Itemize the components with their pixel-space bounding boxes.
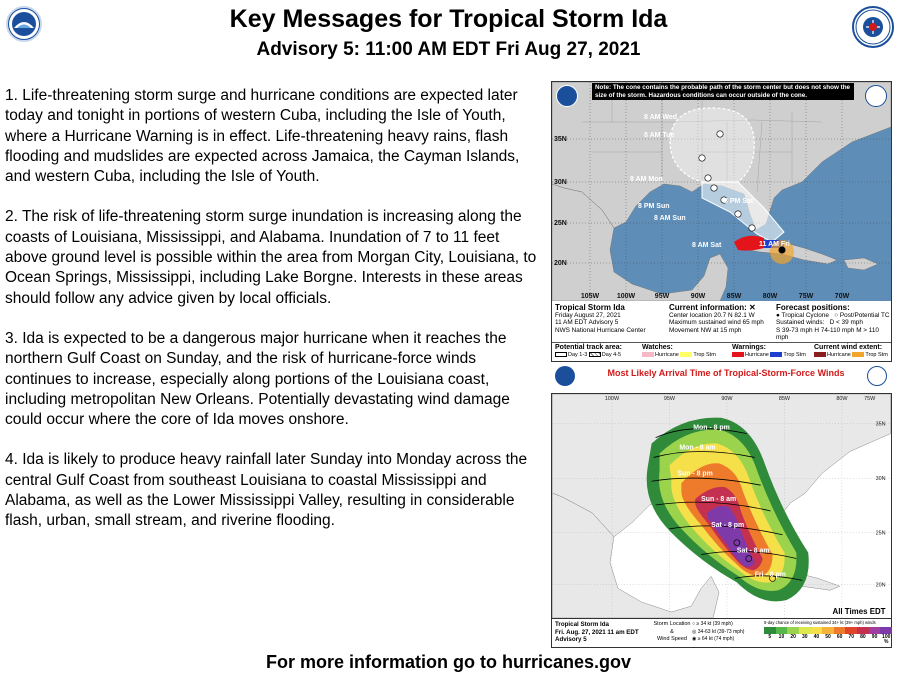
key-message-3: 3. Ida is expected to be a dangerous major hurricane when it reaches the northern Gulf Coast on Sunday, and the risk of hurricane-force winds continues to increase, especially along portions of the Louisiana coast, including metropolitan New Orleans. Potentially devastating wind damage could occur where the core of Ida moves onshore. xyxy=(5,329,510,429)
chance-swatch xyxy=(834,627,846,634)
arrival-loc-labels xyxy=(652,621,692,644)
track-label-8am-sat: 8 AM Sat xyxy=(692,242,722,249)
arrival-noaa-logo xyxy=(555,366,575,386)
hurricane-extent-swatch xyxy=(814,352,826,357)
legend-wind-extent: Current wind extent: xyxy=(814,344,883,351)
time-label-fri-8pm: Fri - 8 pm xyxy=(754,571,786,579)
arrival-wind-legend xyxy=(692,621,762,644)
legend-warning-swatches xyxy=(732,352,806,359)
cone-day45 xyxy=(670,108,754,182)
lon-label-80w: 80W xyxy=(762,293,778,300)
chance-value-label: 70 xyxy=(848,634,855,640)
arr-lon-75w: 75W xyxy=(864,395,876,402)
arrival-chance-legend xyxy=(764,620,892,645)
cone-note: Note: The cone contains the probable path of the storm center but does not show the size of the storm. Hazardous conditions can occur outside of the cone. xyxy=(592,83,854,100)
chance-swatch xyxy=(764,627,776,634)
legend-trop-watch: Trop Stm xyxy=(693,352,716,358)
chance-value-label: 90 xyxy=(871,634,878,640)
chance-swatch xyxy=(787,627,799,634)
legend-wind-speed: Wind Speed xyxy=(657,636,687,642)
lon-label-75w: 75W xyxy=(798,293,814,300)
forecast-positions-heading: Forecast positions: xyxy=(776,303,850,312)
track-label-11am-fri: 11 AM Fri xyxy=(759,241,790,248)
lon-label-100w: 100W xyxy=(616,293,636,300)
key-message-4: 4. Ida is likely to produce heavy rainfall later Sunday into Monday across the central Gulf Coast from southeast Louisiana to coastal Mississippi and Alabama, as well as the Lower Mississippi Valley, resulting in considerable flash, urban, small stream, and riverine flooding. xyxy=(5,451,528,530)
lon-label-70w: 70W xyxy=(834,293,850,300)
arrival-nws-logo xyxy=(867,366,887,386)
arr-lat-35n: 35N xyxy=(875,421,886,428)
arrival-storm-block xyxy=(555,621,655,644)
arrival-map xyxy=(551,393,892,619)
chance-swatch xyxy=(857,627,869,634)
lat-label-20n: 20N xyxy=(554,260,567,267)
legend-hurricane-warning: Hurricane xyxy=(745,352,769,358)
lon-label-95w: 95W xyxy=(654,293,670,300)
legend-watches: Watches: xyxy=(642,344,673,351)
forecast-h: H 74-110 mph xyxy=(814,326,855,334)
cone-graphic xyxy=(551,81,892,362)
chance-value-label: 10 xyxy=(778,634,785,640)
key-messages xyxy=(5,86,545,552)
arr-lat-20n: 20N xyxy=(875,582,886,589)
chance-value-label: 30 xyxy=(801,634,808,640)
arrival-graphic xyxy=(551,364,892,648)
post-tc-icon: ○ xyxy=(834,312,839,319)
day13-swatch xyxy=(555,352,567,357)
legend-day13: Day 1-3 xyxy=(568,352,588,358)
time-label-sat-8am: Sat - 8 am xyxy=(736,547,770,555)
current-winds: Maximum sustained wind 65 mph xyxy=(669,319,764,327)
cone-storm-advisory: 11 AM EDT Advisory 5 xyxy=(555,319,619,327)
forecast-sustained: Sustained winds: xyxy=(776,319,825,327)
cone-map xyxy=(552,82,891,301)
legend-trop-warning: Trop Stm xyxy=(783,352,806,358)
legend-days xyxy=(555,352,621,359)
track-label-8pm-sat: 8 PM Sat xyxy=(724,198,754,205)
forecast-post: Post/Potential TC xyxy=(839,312,890,319)
chance-value-label: 50 xyxy=(825,634,831,640)
legend-hurricane-extent: Hurricane xyxy=(827,352,851,358)
arr-lat-25n: 25N xyxy=(875,530,886,537)
forecast-m: M > 110 mph xyxy=(776,326,879,342)
tropical-cyclone-icon: ● xyxy=(776,312,780,319)
track-label-tue: 8 AM Tue xyxy=(644,132,675,139)
chance-swatch xyxy=(869,627,881,634)
arrival-title: Most Likely Arrival Time of Tropical-Storm-Force Winds xyxy=(607,368,845,378)
chance-swatch xyxy=(822,627,834,634)
key-message-1: 1. Life-threatening storm surge and hurricane conditions are expected later today and tonight in portions of western Cuba, including the Isle of Youth, where a Hurricane Warning is in effect. Life-threatening heavy rains, flash flooding and mudslides are expected across Jamaica, the Cayman Islands, and western Cuba, including the Isle of Youth. xyxy=(5,87,520,186)
trop-watch-swatch xyxy=(680,352,692,357)
forecast-d: D < 39 mph xyxy=(829,319,863,327)
legend-w64: ≥ 64 kt (74 mph) xyxy=(697,636,735,642)
arrival-storm-name: Tropical Storm Ida xyxy=(555,621,609,628)
w34-icon: ○ xyxy=(692,621,696,627)
chance-title: 5-day chance of receiving sustained 34+ kt (39+ mph) winds xyxy=(764,620,876,625)
chance-swatch xyxy=(880,627,892,634)
current-info-heading: Current information: xyxy=(669,303,747,312)
cone-noaa-logo xyxy=(556,85,578,107)
cone-current-block xyxy=(669,303,774,334)
track-label-8pm-sun: 8 PM Sun xyxy=(638,203,670,210)
chance-value-label: 20 xyxy=(790,634,796,640)
legend-extent-swatches xyxy=(814,352,888,359)
day45-swatch xyxy=(589,352,601,357)
key-message-2: 2. The risk of life-threatening storm surge inundation is increasing along the coasts of Louisiana, Mississippi, and Alabama. Inundation of 7 to 11 feet above ground level is possible within the area from Morgan City, Louisiana, to Ocean Springs, Mississippi, including Lake Borgne. Interests in these areas should follow any advice given by local officials. xyxy=(5,208,537,307)
current-location: Center location 20.7 N 82.1 W xyxy=(669,312,755,319)
cone-legend xyxy=(552,342,891,361)
time-label-sat-8pm: Sat - 8 pm xyxy=(711,521,745,529)
arr-lat-30n: 30N xyxy=(875,476,886,483)
lat-label-35n: 35N xyxy=(554,136,567,143)
chance-value-label: 5 xyxy=(768,634,772,640)
legend-storm-location: Storm Location xyxy=(653,621,691,627)
lat-label-25n: 25N xyxy=(554,220,567,227)
time-label-mon-8pm: Mon - 8 pm xyxy=(693,424,730,432)
nws-logo-icon xyxy=(854,8,892,46)
hurricane-warning-swatch xyxy=(732,352,744,357)
cone-storm-center: NWS National Hurricane Center xyxy=(555,326,646,334)
legend-w34: ≥ 34 kt (39 mph) xyxy=(696,621,733,627)
time-label-mon-8am: Mon - 8 am xyxy=(679,444,716,452)
arr-lon-90w: 90W xyxy=(721,395,733,402)
nws-logo xyxy=(852,6,894,48)
chance-swatch xyxy=(811,627,823,634)
chance-value-label: 40 xyxy=(813,634,820,640)
current-x-icon: ✕ xyxy=(749,303,756,312)
legend-w50: 34-63 kt (39-73 mph) xyxy=(697,628,745,635)
chance-swatch xyxy=(845,627,857,634)
cone-storm-name: Tropical Storm Ida xyxy=(555,303,625,312)
lon-label-90w: 90W xyxy=(690,293,706,300)
lon-label-85w: 85W xyxy=(726,293,742,300)
chance-value-label: 100 % xyxy=(882,634,891,645)
time-label-sun-8pm: Sun - 8 pm xyxy=(677,470,713,478)
chance-swatch xyxy=(776,627,788,634)
track-label-wed: 8 AM Wed xyxy=(644,114,678,121)
w64-icon: ◉ xyxy=(692,636,697,642)
cone-info-panel xyxy=(552,301,891,361)
track-label-mon: 8 AM Mon xyxy=(630,176,663,183)
legend-trop-extent: Trop Stm xyxy=(865,352,888,358)
trop-warning-swatch xyxy=(770,352,782,357)
legend-warnings: Warnings: xyxy=(732,344,766,351)
arr-lon-95w: 95W xyxy=(663,395,676,402)
time-label-sun-8am: Sun - 8 am xyxy=(701,496,737,504)
cone-forecast-block xyxy=(776,303,890,342)
chance-color-bar xyxy=(764,627,892,634)
forecast-s: S 39-73 mph xyxy=(776,326,813,334)
arrival-info-panel xyxy=(551,619,892,648)
arrival-storm-advisory: Advisory 5 xyxy=(555,636,587,643)
lat-label-30n: 30N xyxy=(554,179,567,186)
arr-lon-100w: 100W xyxy=(604,395,620,402)
chance-value-label: 60 xyxy=(836,634,843,640)
hurricane-watch-swatch xyxy=(642,352,654,357)
chance-labels xyxy=(764,635,892,645)
page-subtitle: Advisory 5: 11:00 AM EDT Fri Aug 27, 2021 xyxy=(256,39,641,60)
track-label-8am-sun: 8 AM Sun xyxy=(654,215,686,222)
cone-storm-date: Friday August 27, 2021 xyxy=(555,312,621,319)
cone-nws-logo xyxy=(865,85,887,107)
all-times-label: All Times EDT xyxy=(832,607,886,617)
cone-storm-block xyxy=(555,303,665,334)
w50-icon: ◎ xyxy=(692,628,697,635)
legend-day45: Day 4-5 xyxy=(601,352,622,358)
trop-extent-swatch xyxy=(852,352,864,357)
legend-watch-swatches xyxy=(642,352,716,359)
arr-lon-80w: 80W xyxy=(836,395,848,402)
chance-swatch xyxy=(799,627,811,634)
current-movement: Movement NW at 15 mph xyxy=(669,326,742,334)
arrival-storm-date: Fri. Aug. 27, 2021 11 am EDT xyxy=(555,628,639,636)
lon-label-105w: 105W xyxy=(580,293,600,300)
legend-and: & xyxy=(670,628,674,635)
page-title: Key Messages for Tropical Storm Ida xyxy=(229,5,668,33)
legend-hurricane-watch: Hurricane xyxy=(655,352,679,358)
arr-lon-85w: 85W xyxy=(778,395,791,402)
footer-link-text: For more information go to hurricanes.gov xyxy=(265,652,632,672)
chance-value-label: 80 xyxy=(860,634,866,640)
legend-track-area: Potential track area: xyxy=(555,344,622,351)
forecast-tropical: Tropical Cyclone xyxy=(781,312,829,319)
